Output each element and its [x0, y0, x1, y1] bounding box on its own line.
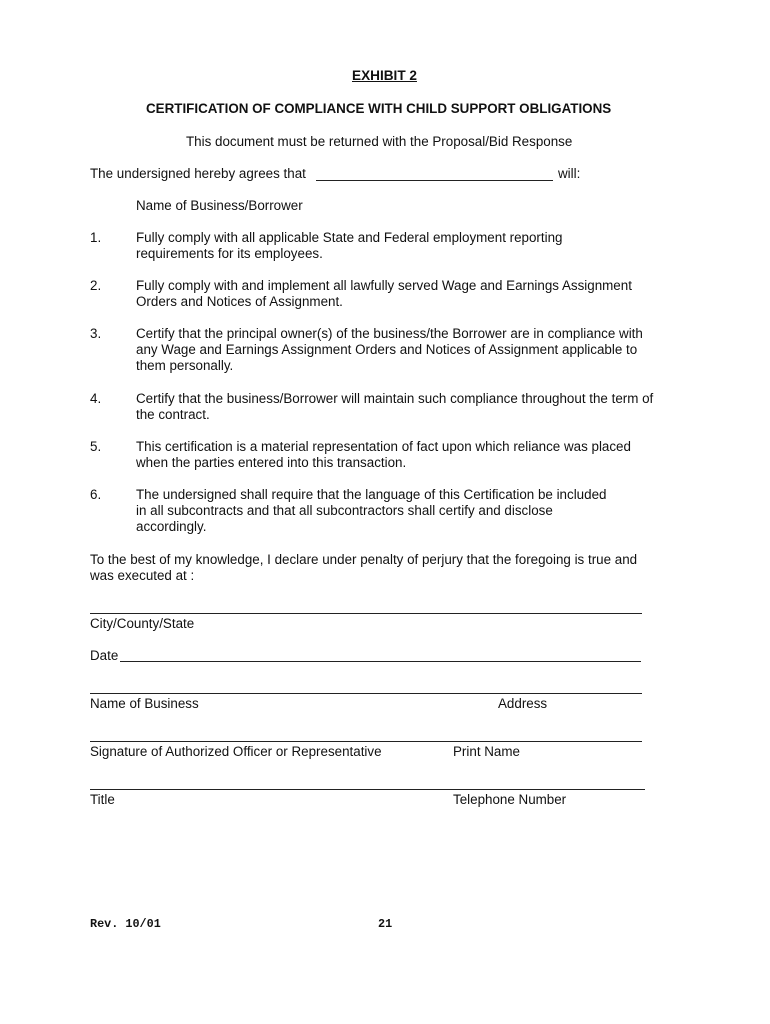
- list-item: [136, 439, 631, 471]
- signature-line[interactable]: [90, 741, 642, 742]
- item-line: Certify that the principal owner(s) of the business/the Borrower are in compliance with: [136, 326, 643, 341]
- exhibit-title: EXHIBIT 2: [352, 68, 417, 83]
- date-label: Date: [90, 648, 119, 663]
- item-line: the contract.: [136, 407, 210, 422]
- agreement-suffix: will:: [558, 166, 581, 181]
- page-number: 21: [378, 917, 393, 931]
- address-label: Address: [498, 696, 548, 711]
- item-number: 1.: [90, 230, 102, 245]
- item-line: in all subcontracts and that all subcontractors shall certify and disclose: [136, 503, 553, 518]
- item-number: 3.: [90, 326, 102, 341]
- name-of-business-label: Name of Business: [90, 696, 199, 711]
- city-county-state-label: City/County/State: [90, 616, 195, 631]
- title-telephone-line[interactable]: [90, 789, 645, 790]
- item-line: any Wage and Earnings Assignment Orders and Notices of Assignment applicable to: [136, 342, 638, 357]
- revision-footer: Rev. 10/01: [90, 917, 161, 931]
- item-line: Orders and Notices of Assignment.: [136, 294, 343, 309]
- item-number: 6.: [90, 487, 102, 502]
- list-item: [136, 487, 606, 535]
- business-name-blank[interactable]: [316, 180, 553, 181]
- item-line: when the parties entered into this transaction.: [136, 455, 407, 470]
- declaration-line: was executed at :: [90, 568, 195, 583]
- item-line: them personally.: [136, 358, 234, 373]
- signature-label: Signature of Authorized Officer or Representative: [90, 744, 382, 759]
- telephone-label: Telephone Number: [453, 792, 567, 807]
- business-address-line[interactable]: [90, 693, 642, 694]
- list-item: [136, 278, 632, 310]
- item-line: requirements for its employees.: [136, 246, 323, 261]
- list-item: [136, 391, 653, 423]
- agreement-prefix: The undersigned hereby agrees that: [90, 166, 306, 181]
- item-line: Fully comply with all applicable State and Federal employment reporting: [136, 230, 563, 245]
- list-item: [136, 230, 562, 262]
- item-line: The undersigned shall require that the language of this Certification be included: [136, 487, 607, 502]
- item-number: 2.: [90, 278, 102, 293]
- item-number: 4.: [90, 391, 102, 406]
- print-name-label: Print Name: [453, 744, 520, 759]
- title-label: Title: [90, 792, 115, 807]
- declaration-line: To the best of my knowledge, I declare under penalty of perjury that the foregoing is true and: [90, 552, 638, 567]
- date-line[interactable]: [120, 661, 641, 662]
- item-line: Certify that the business/Borrower will maintain such compliance throughout the term of: [136, 391, 654, 406]
- document-heading: CERTIFICATION OF COMPLIANCE WITH CHILD SUPPORT OBLIGATIONS: [146, 101, 612, 116]
- item-number: 5.: [90, 439, 102, 454]
- business-name-caption: Name of Business/Borrower: [136, 198, 303, 213]
- list-item: [136, 326, 643, 374]
- declaration-text: [90, 552, 637, 584]
- city-county-state-line[interactable]: [90, 613, 642, 614]
- item-line: This certification is a material representation of fact upon which reliance was placed: [136, 439, 631, 454]
- item-line: accordingly.: [136, 519, 207, 534]
- document-subtitle: This document must be returned with the Proposal/Bid Response: [186, 134, 573, 149]
- item-line: Fully comply with and implement all lawfully served Wage and Earnings Assignment: [136, 278, 632, 293]
